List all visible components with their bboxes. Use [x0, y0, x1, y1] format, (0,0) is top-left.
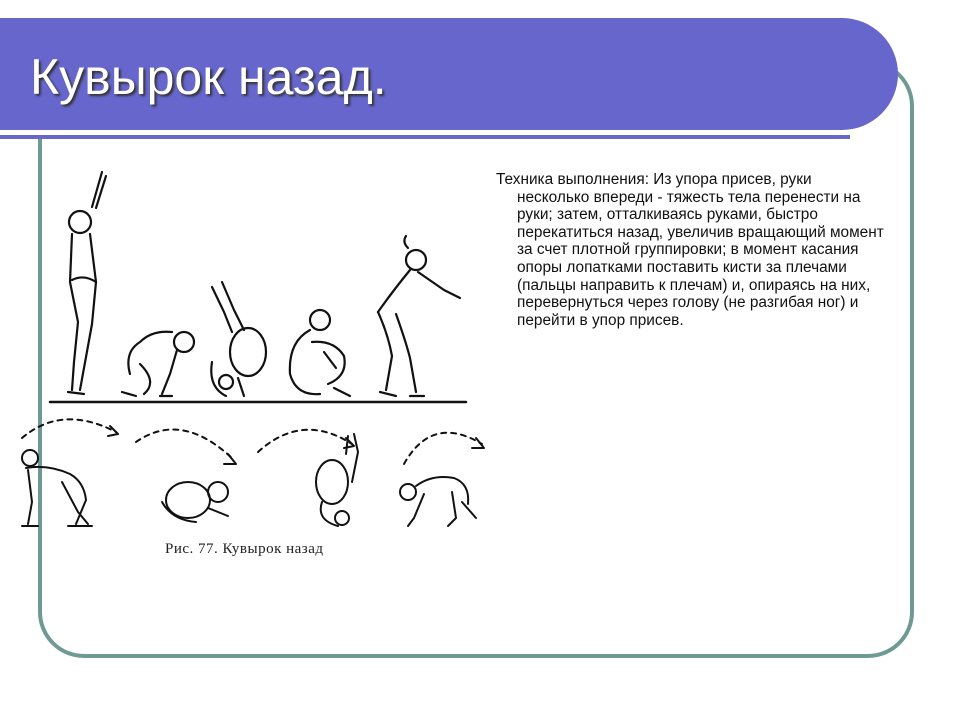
slide-title: Кувырок назад. [30, 49, 387, 105]
figure-tuck-sitting [290, 310, 350, 396]
technique-description: Техника выполнения: Из упора присев, руки несколько впереди - тяжесть тела перенести на руки; затем, отталкиваясь руками, быстро перекатиться назад, увеличив вращающий момент за счет плотной группировки; в момент касания опоры лопатками поставить кисти за плечами (пальцы направить к плечам) и, опираясь на них, перевернуться через голову (не разгибая ног) и перейти в упор присев. [496, 171, 884, 329]
figure-rolling-legs-up [211, 282, 266, 396]
figure-squat [122, 332, 194, 396]
backward-roll-illustration [12, 152, 498, 582]
figure-jumping [378, 236, 460, 396]
figure-caption: Рис. 77. Кувырок назад [165, 541, 324, 557]
title-underline-accent [0, 135, 850, 139]
figure-standing [68, 172, 106, 394]
